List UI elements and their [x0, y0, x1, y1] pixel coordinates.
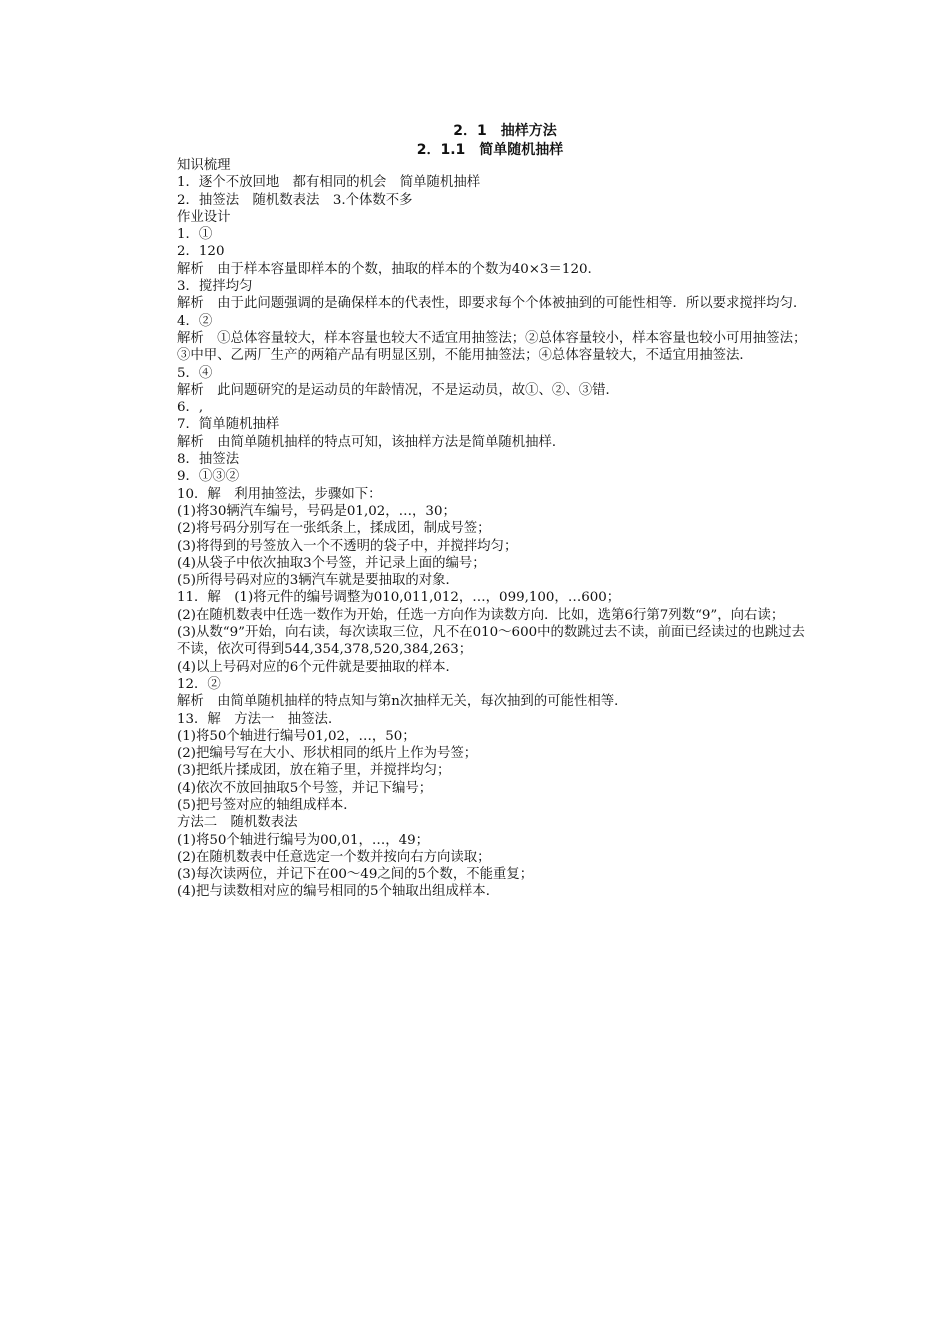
text-line: 解析 此问题研究的是运动员的年龄情况，不是运动员，故①、②、③错．: [177, 382, 619, 398]
text-line: 11．解 (1)将元件的编号调整为010,011,012，…，099,100，…600；: [177, 590, 621, 606]
text-line: 13．解 方法一 抽签法．: [177, 711, 342, 727]
text-line: 3．搅拌均匀: [177, 279, 253, 295]
title-block: [0, 122, 950, 160]
document-subtitle: 2．1.1 简单随机抽样: [416, 142, 564, 158]
text-line: 知识梳理: [177, 158, 231, 173]
text-line: (2)在随机数表中任意选定一个数并按向右方向读取；: [177, 849, 491, 865]
text-line: 4．②: [177, 313, 213, 329]
text-line: (2)把编号写在大小、形状相同的纸片上作为号签；: [177, 746, 478, 762]
text-line: 10．解 利用抽签法，步骤如下：: [177, 486, 382, 502]
text-line: (4)从袋子中依次抽取3个号签，并记录上面的编号；: [177, 555, 486, 571]
text-line: 1．①: [177, 227, 213, 243]
text-line: 方法二 随机数表法: [177, 815, 298, 831]
text-line: (3)每次读两位，并记下在00～49之间的5个数，不能重复；: [177, 867, 534, 883]
text-line: 7．简单随机抽样: [177, 417, 280, 433]
text-line: (4)以上号码对应的6个元件就是要抽取的样本．: [177, 659, 459, 675]
text-line: 解析 由简单随机抽样的特点可知，该抽样方法是简单随机抽样．: [177, 434, 566, 450]
text-line: 解析 由于样本容量即样本的个数，抽取的样本的个数为40×3＝120.: [177, 261, 592, 277]
text-line: (2)在随机数表中任选一数作为开始，任选一方向作为读数方向．比如，选第6行第7列数“9”，向右读；: [177, 607, 785, 623]
text-line: 12．②: [177, 676, 221, 692]
document-title: 2．1 抽样方法: [453, 123, 557, 139]
text-line: 2．抽签法 随机数表法 3.个体数不多: [177, 192, 413, 208]
text-line: 2．120: [177, 244, 225, 260]
text-line: (3)从数“9”开始，向右读，每次读取三位，凡不在010～600中的数跳过去不读，前面已经读过的也跳过去不读，依次可得到544,354,378,520,384,263；: [177, 625, 805, 658]
text-line: (1)将50个轴进行编号为00,01，…，49；: [177, 832, 430, 848]
text-line: 1．逐个不放回地 都有相同的机会 简单随机抽样: [177, 175, 481, 191]
text-line: (4)把与读数相对应的编号相同的5个轴取出组成样本．: [177, 884, 500, 900]
text-line: (5)把号签对应的轴组成样本．: [177, 797, 357, 813]
text-line: 6．,: [177, 400, 204, 416]
document-body: [177, 157, 807, 901]
text-line: 作业设计: [177, 209, 231, 225]
text-line: 8．抽签法: [177, 452, 240, 468]
text-line: 解析 ①总体容量较大，样本容量也较大不适宜用抽签法；②总体容量较小，样本容量也较小可用抽签法；③中甲、乙两厂生产的两箱产品有明显区别，不能用抽签法；④总体容量较大，不适宜用抽签法．: [177, 330, 807, 364]
text-line: (4)依次不放回抽取5个号签，并记下编号；: [177, 780, 433, 796]
text-line: 解析 由简单随机抽样的特点知与第n次抽样无关，每次抽到的可能性相等．: [177, 694, 628, 710]
text-line: (2)将号码分别写在一张纸条上，揉成团，制成号签；: [177, 521, 491, 537]
text-line: (3)把纸片揉成团，放在箱子里，并搅拌均匀；: [177, 763, 451, 779]
text-line: 解析 由于此问题强调的是确保样本的代表性，即要求每个个体被抽到的可能性相等．所以要求搅拌均匀．: [177, 296, 807, 312]
text-line: (5)所得号码对应的3辆汽车就是要抽取的对象．: [177, 573, 459, 589]
text-line: (1)将30辆汽车编号，号码是01,02，…，30；: [177, 503, 456, 519]
text-line: 5．④: [177, 365, 213, 381]
text-line: (3)将得到的号签放入一个不透明的袋子中，并搅拌均匀；: [177, 538, 518, 554]
text-line: 9．①③②: [177, 469, 240, 485]
text-line: (1)将50个轴进行编号01,02，…，50；: [177, 728, 416, 744]
